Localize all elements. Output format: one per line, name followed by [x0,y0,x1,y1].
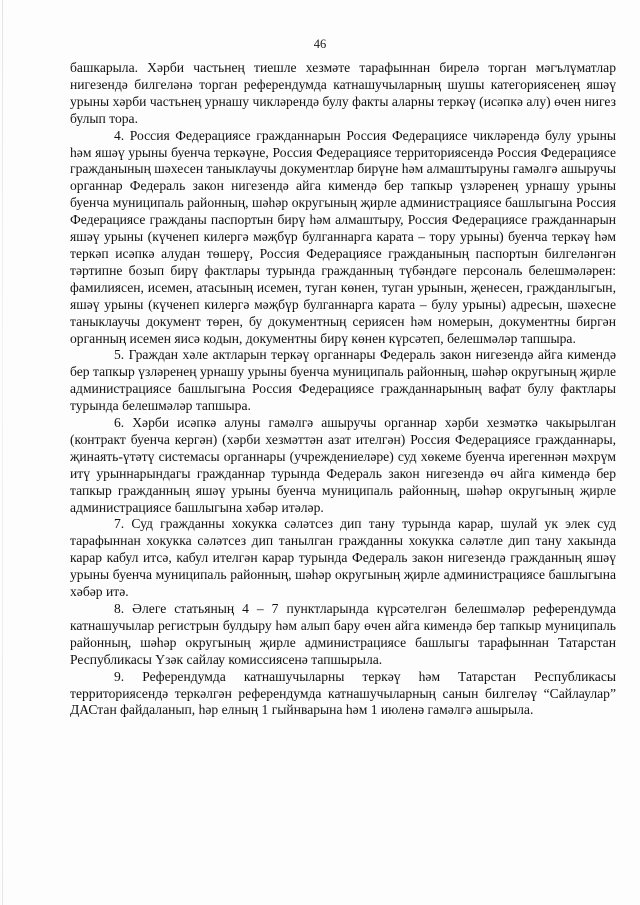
document-body [70,60,616,719]
paragraph-item-8: 8. Әлеге статьяның 4 – 7 пунктларында күрсәтелгән белешмәләр референдумда катнашучылар регистрын булдыру һәм алып бару өчен айга кимендә бер тапкыр муниципаль районның, шәһәр округының җирле администрациясе башлыгы тарафыннан Татарстан Республикасы Үзәк сайлау комиссиясенә тапшырыла. [70,601,616,667]
paragraph-item-7: 7. Суд гражданны хокукка сәләтсез дип тану турында карар, шулай ук элек суд тарафыннан хокукка сәләтсез дип танылган гражданны хокукка сәләтле дип тану хакында карар кабул итсә, кабул ителгән карар турында Федераль закон нигезендә гражданның яшәү урыны буенча муниципаль районның, шәһәр округының җирле администрациясе башлыгына хәбәр итә. [70,516,616,600]
paragraph-item-4: 4. Россия Федерациясе гражданнарын Россия Федерациясе чикләрендә булу урыны һәм яшәү урыны буенча теркәүне, Россия Федерациясе территориясендә Россия Федерациясе гражданының шәхесен таныклаучы документлар бирүне һәм алмаштыруны гамәлгә ашыручы органнар Федераль закон нигезендә айга кимендә бер тапкыр үзләренең урнашу урыны буенча муниципаль районның, шәһәр округының җирле администрациясе башлыгына Россия Федерациясе гражданы паспортын бирү һәм алмаштыру, Россия Федерациясе гражданнарын яшәү урыны (күченеп килергә мәҗбүр булганнарга карата – тору урыны) буенча теркәү һәм теркәп исәпкә алудан төшерү, Россия Федерациясе гражданының паспортын билгеләнгән тәртипне бозып бирү фактлары турында гражданның түбәндәге персональ белешмәләрен: фамилиясен, исемен, атасының исемен, туган көнен, туган урынын, җенесен, гражданлыгын, яшәү урыны (күченеп килергә мәҗбүр булганнарга карата – булу урыны) адресын, шәхесне таныклаучы документ төрен, бу документның сериясен һәм номерын, документны биргән органның исемен яисә кодын, документны бирү көнен күрсәтеп, белешмәләр тапшыра. [70,127,616,346]
page-number: 46 [313,37,327,51]
paragraph-item-5: 5. Граждан хәле актларын теркәү органнары Федераль закон нигезендә айга кимендә бер тапкыр үзләренең урнашу урыны буенча муниципаль районның, шәһәр округының җирле администрациясе башлыгына Россия Федерациясе гражданнарының вафат булу фактлары турында белешмәләр тапшыра. [70,347,616,414]
paragraph-continuation: башкарыла. Хәрби частьнең тиешле хезмәте тарафыннан бирелә торган мәгълүматлар нигезендә билгеләнә торган референдумда катнашучыларның шушы категориясенең яшәү урыны хәрби частьнең урнашу чикләрендә булу факты аларны теркәү (исәпкә алу) өчен нигез булып тора. [70,60,616,126]
scan-edge-line [2,0,3,905]
paragraph-item-6: 6. Хәрби исәпкә алуны гамәлгә ашыручы органнар хәрби хезмәткә чакырылган (контракт буенча кергән) (хәрби хезмәттән азат ителгән) Россия Федерациясе гражданнары, җинаять-үтәтү системасы органнары (учреждениеләре) суд хөкеме буенча ирегеннән мәхрүм итү урыннарындагы гражданнар турында Федераль закон нигезендә өч айга кимендә бер тапкыр гражданның яшәү урыны буенча муниципаль районның, шәһәр округының җирле администрациясе башлыгына хәбәр итәләр. [70,415,616,515]
paragraph-item-9: 9. Референдумда катнашучыларны теркәү һәм Татарстан Республикасы территориясендә теркәлгән референдумда катнашучыларның санын билгеләү “Сайлаулар” ДАСтан файдаланып, һәр елның 1 гыйнварына һәм 1 июленә гамәлгә ашырыла. [70,668,616,718]
